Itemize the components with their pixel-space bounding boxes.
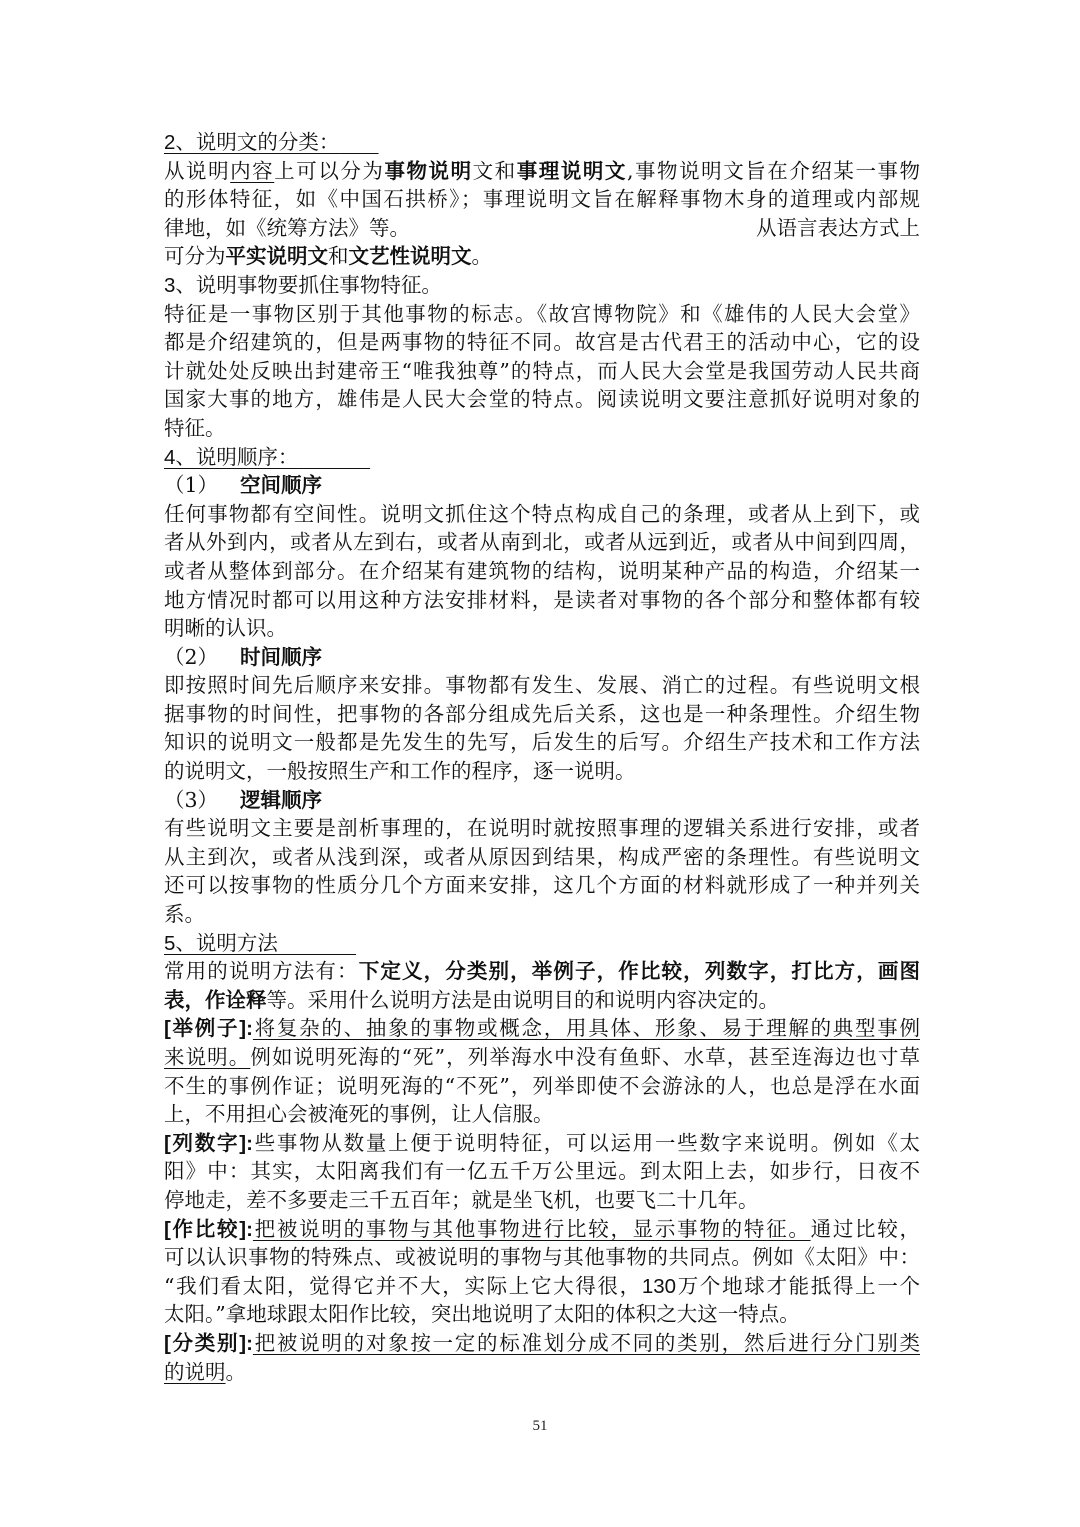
section-3-line: 特征是一事物区别于其他事物的标志。《故宫博物院》和《雄伟的人民大会堂》 <box>164 301 920 326</box>
subsection-logic-order: （3） 逻辑顺序 <box>164 787 323 812</box>
logic-order-line: 系。 <box>164 902 205 927</box>
compare-method-line-2: 可以认识事物的特殊点、或被说明的事物与其他事物的共同点。例如《太阳》中： <box>164 1245 920 1270</box>
section-3-heading: 3、说明事物要抓住事物特征。 <box>164 273 442 297</box>
section-3-line: 计就处处反映出封建帝王“唯我独尊”的特点，而人民大会堂是我国劳动人民共商 <box>164 358 920 383</box>
example-method-line-2: 来说明。例如说明死海的“死”，列举海水中没有鱼虾、水草，甚至连海边也寸草 <box>164 1045 921 1069</box>
spatial-order-line: 者从外到内，或者从左到右，或者从南到北，或者从远到近，或者从中间到四周， <box>164 530 920 555</box>
time-order-line: 的说明文，一般按照生产和工作的程序，逐一说明。 <box>164 759 636 784</box>
example-method-line-1: [举例子]:将复杂的、抽象的事物或概念，用具体、形象、易于理解的典型事例 <box>164 1016 921 1041</box>
section-2-line-2: 的形体特征，如《中国石拱桥》；事理说明文旨在解释事物木身的道理或内部规 <box>164 187 920 212</box>
time-order-line: 据事物的时间性，把事物的各部分组成先后关系，这也是一种条理性。介绍生物 <box>164 701 920 726</box>
compare-method-line-3: “我们看太阳，觉得它并不大，实际上它大得很，130万个地球才能抵得上一个 <box>164 1273 920 1298</box>
logic-order-line: 从主到次，或者从浅到深，或者从原因到结果，构成严密的条理性。有些说明文 <box>164 844 920 869</box>
time-order-line: 即按照时间先后顺序来安排。事物都有发生、发展、消亡的过程。有些说明文根 <box>164 673 920 698</box>
section-2-line-4: 可分为平实说明文和文艺性说明文。 <box>164 244 492 269</box>
subsection-spatial-order: （1） 空间顺序 <box>164 473 323 498</box>
compare-method-line-4: 太阳。”拿地球跟太阳作比较，突出地说明了太阳的体积之大这一特点。 <box>164 1302 800 1327</box>
spatial-order-line: 地方情况时都可以用这种方法安排材料，是读者对事物的各个部分和整体都有较 <box>164 587 920 612</box>
section-3-line: 国家大事的地方，雄伟是人民大会堂的特点。阅读说明文要注意抓好说明对象的 <box>164 387 920 412</box>
classify-method-line-2: 的说明。 <box>164 1359 246 1384</box>
section-3-line: 特征。 <box>164 415 226 440</box>
time-order-line: 知识的说明文一般都是先发生的先写，后发生的后写。介绍生产技术和工作方法 <box>164 730 920 755</box>
spatial-order-line: 或者从整体到部分。在介绍某有建筑物的结构，说明某种产品的构造，介绍某一 <box>164 558 920 583</box>
spatial-order-line: 任何事物都有空间性。说明文抓住这个特点构成自己的条理，或者从上到下，或 <box>164 501 920 526</box>
subsection-time-order: （2） 时间顺序 <box>164 644 323 669</box>
numbers-method-line-2: 阳》中：其实，太阳离我们有一亿五千万公里远。到太阳上去，如步行，日夜不 <box>164 1159 920 1184</box>
section-2-heading: 2、说明文的分类： <box>164 131 340 154</box>
section-2-line-1: 从说明内容上可以分为事物说明文和事理说明文,事物说明文旨在介绍某一事物 <box>164 158 921 183</box>
page-number: 51 <box>532 1418 548 1434</box>
logic-order-line: 还可以按事物的性质分几个方面来安排，这几个方面的材料就形成了一种并列关 <box>164 873 920 898</box>
example-method-line-3: 不生的事例作证；说明死海的“不死”，列举即使不会游泳的人，也总是浮在水面 <box>164 1073 920 1098</box>
logic-order-line: 有些说明文主要是剖析事理的，在说明时就按照事理的逻辑关系进行安排，或者 <box>164 816 920 841</box>
numbers-method-line-3: 停地走，差不多要走三千五百年；就是坐飞机，也要飞二十几年。 <box>164 1187 759 1212</box>
section-5-heading: 5、说明方法 <box>164 931 278 955</box>
section-3-line: 都是介绍建筑的，但是两事物的特征不同。故宫是古代君王的活动中心，它的设 <box>164 330 920 355</box>
classify-method-line-1: [分类别]:把被说明的对象按一定的标准划分成不同的类别，然后进行分门别类 <box>164 1330 921 1355</box>
compare-method-line-1: [作比较]:把被说明的事物与其他事物进行比较，显示事物的特征。通过比较， <box>164 1216 921 1241</box>
numbers-method-line-1: [列数字]:些事物从数量上便于说明特征，可以运用一些数字来说明。例如《太 <box>164 1130 921 1155</box>
page-content <box>164 128 920 1386</box>
section-4-heading: 4、说明顺序： <box>164 445 299 469</box>
methods-intro-line-2: 表，作诠释等。采用什么说明方法是由说明目的和说明内容决定的。 <box>164 987 779 1012</box>
methods-intro-line-1: 常用的说明方法有：下定义，分类别，举例子，作比较，列数字，打比方，画图 <box>164 959 921 984</box>
example-method-line-4: 上，不用担心会被淹死的事例，让人信服。 <box>164 1102 554 1127</box>
spatial-order-line: 明晰的认识。 <box>164 616 287 641</box>
section-2-line-3: 律地，如《统筹方法》等。 从语言表达方式上 <box>164 215 920 240</box>
